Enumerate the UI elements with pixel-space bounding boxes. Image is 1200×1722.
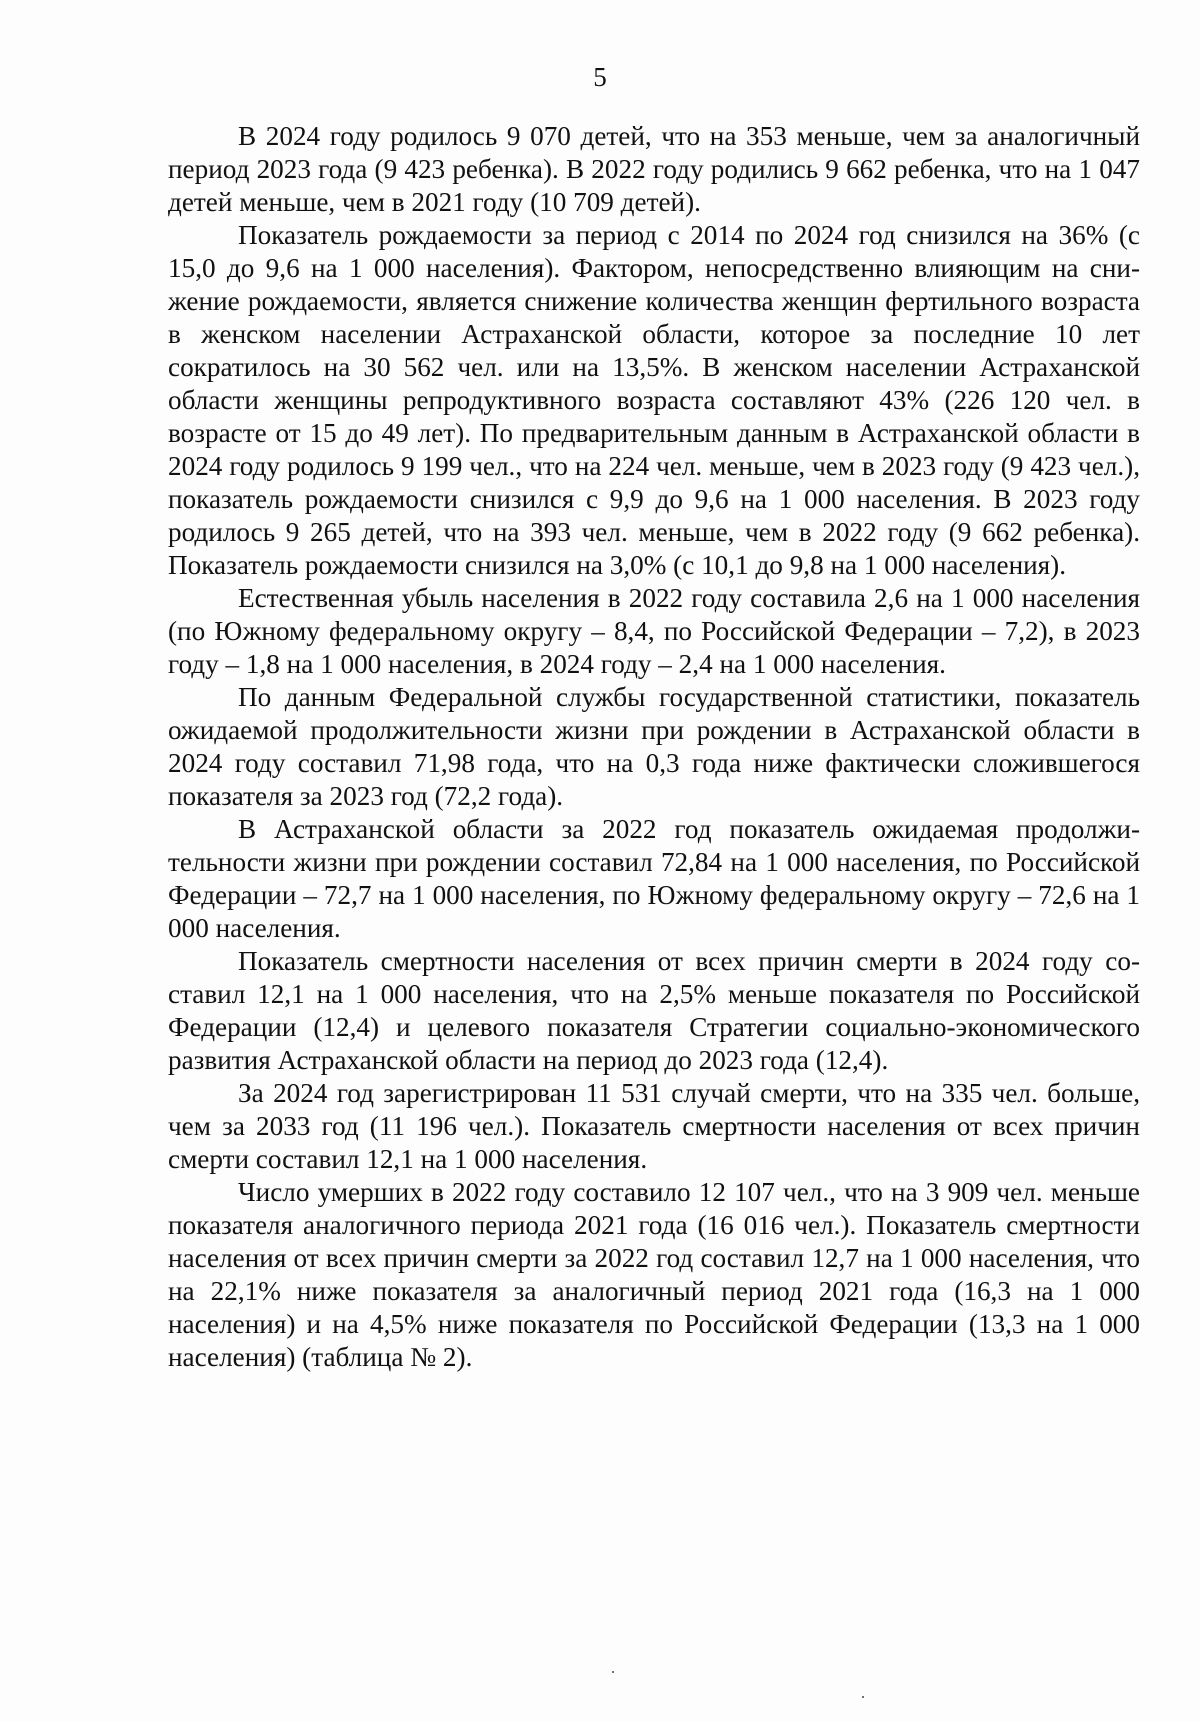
paragraph-mortality-rate: Показатель смертности населения от всех причин смерти в 2024 году составил 12,1 на 1 000 населения, что на 2,5% меньше показателя по Российской Федерации (12,4) и целевого показателя Стратегии социально-экономического развития Астраханской области на период до 2023 года (12,4).: [168, 946, 1140, 1075]
page-number: 5: [593, 62, 607, 92]
scan-speck: [862, 1696, 864, 1698]
document-body: [168, 120, 1140, 1374]
paragraph-life-expectancy-2022: В Астраханской области за 2022 год показатель ожидаемая продолжительности жизни при рождении составил 72,84 на 1 000 населения, по Российской Федерации – 72,7 на 1 000 населения, по Южному федеральному округу – 72,6 на 1 000 населения.: [168, 814, 1140, 943]
paragraph-natural-decline: Естественная убыль населения в 2022 году составила 2,6 на 1 000 населения (по Южному федеральному округу – 8,4, по Российской Федерации – 7,2), в 2023 году – 1,8 на 1 000 населения, в 2024 году – 2,4 на 1 000 населения.: [168, 583, 1140, 679]
paragraph-life-expectancy-2024: По данным Федеральной службы государственной статистики, показатель ожидаемой продолжительности жизни при рождении в Астраханской области в 2024 году составил 71,98 года, что на 0,3 года ниже фактически сложившегося показателя за 2023 год (72,2 года).: [168, 682, 1140, 811]
scan-speck: [612, 1671, 614, 1673]
paragraph-deaths-2022: Число умерших в 2022 году составило 12 107 чел., что на 3 909 чел. меньше показателя аналогичного периода 2021 года (16 016 чел.). Показатель смертности населения от всех причин смерти за 2022 год составил 12,7 на 1 000 населения, что на 22,1% ниже показателя за аналогичный период 2021 года (16,3 на 1 000 населения) и на 4,5% ниже показателя по Российской Федерации (13,3 на 1 000 населения) (таблица № 2).: [168, 1177, 1140, 1372]
paragraph-deaths-2024: За 2024 год зарегистрирован 11 531 случай смерти, что на 335 чел. больше, чем за 2033 год (11 196 чел.). Показатель смертности населения от всех причин смерти составил 12,1 на 1 000 населения.: [168, 1078, 1140, 1174]
paragraph-births: В 2024 году родилось 9 070 детей, что на 353 меньше, чем за аналогичный период 2023 года (9 423 ребенка). В 2022 году родились 9 662 ребенка, что на 1 047 детей меньше, чем в 2021 году (10 709 детей).: [168, 121, 1140, 217]
paragraph-birth-rate: Показатель рождаемости за период с 2014 по 2024 год снизился на 36% (с 15,0 до 9,6 на 1 000 населения). Фактором, непосредственно влияющим на снижение рождаемости, является снижение количества женщин фертильного возраста в женском населении Астраханской области, которое за последние 10 лет сократилось на 30 562 чел. или на 13,5%. В женском населении Астраханской области женщины репродуктивного возраста составляют 43% (226 120 чел. в возрасте от 15 до 49 лет). По предварительным данным в Астраханской области в 2024 году родилось 9 199 чел., что на 224 чел. меньше, чем в 2023 году (9 423 чел.), показатель рождаемости снизился с 9,9 до 9,6 на 1 000 населения. В 2023 году родилось 9 265 детей, что на 393 чел. меньше, чем в 2022 году (9 662 ребенка). Показатель рождаемости снизился на 3,0% (с 10,1 до 9,8 на 1 000 населения).: [168, 220, 1140, 580]
